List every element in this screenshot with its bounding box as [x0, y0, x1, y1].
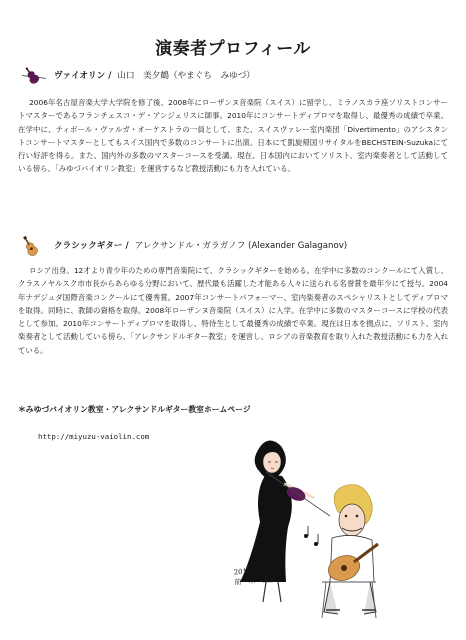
violin-performer-bio: 2006年名古屋音楽大学大学院を修了後、2008年にローザンヌ音楽院（スイス）に留学し、ミラノスカラ座ソリストコンサートマスターであるフランチェスコ・デ・アンジェリスに師事。2010年にコンサートディプロマを取得し、最優秀の成績で卒業。在学中に、ティボール・ヴァルガ・オーケストラの一員として、また、スイスヴァレー室内楽団「Divertimento」のアシスタントコンサートマスターとしてもスイス国内で多数のコンサートに出演。日本にて凱旋帰国リサイタルをBECHSTEIN-Suzukaにて行い好評を得る。また、国内外の多数のマスターコースを受講。現在、日本国内においてソリスト、室内楽奏者として活動して いる傍ら、「みゆづバイオリン教室」を運営するなど教授活動にも力を入れている。 [18, 98, 456, 174]
violin-icon [22, 64, 48, 86]
performer-reading: （やまぐち みゆづ） [168, 71, 255, 81]
guitar-performer-bio: ロシア出身。12才より青少年のための専門音楽院にて、クラシックギターを始める。在学中に多数のコンクールにて入賞し、クラスノヤルスク市市長からあらゆる分野において、歴代最も活躍した才能ある人々に送られる名誉賞を最年少にて授与。2004年ナデジュダ国際音楽コンクールにて優秀賞。2007年コンサートパフォーマー、室内楽奏者のスペシャリストとしてディプロマを取得。同時に、教師の資格を取得。2008年ローザンヌ音楽院（スイス）に入学。在学中に多数のマスターコースに学校の代表として参加。2010年コンサートディプロマを取得し、特待生として最優秀の成績で卒業。現在は日本を拠点に、ソリスト、室内楽奏者として活動している傍ら、「アレクサンドルギター教室」を運営し、ロシアの音楽教育を取り入れた教授活動にも力を入れている。 [18, 266, 448, 355]
guitar-performer-header [22, 234, 347, 256]
performers-illustration [226, 432, 386, 632]
performer-name: 山口 美夕鶴 [117, 71, 169, 81]
signature-date: 2012 7.28 [233, 565, 275, 577]
performer-name: アレクサンドル・ガラガノフ (Alexander Galaganov) [134, 241, 348, 251]
illustration-signature [233, 565, 276, 588]
music-notes [304, 526, 318, 546]
page-title: 演奏者プロフィール [155, 39, 311, 59]
signature-name: 前 木 富霊 [234, 575, 277, 587]
homepage-heading: ＊みゆづバイオリン教室・アレクサンドルギター教室ホームページ [18, 405, 251, 414]
guitar-icon [22, 234, 48, 256]
homepage-url[interactable]: http://miyuzu-vaiolin.com [38, 432, 150, 441]
instrument-label: クラシックギター / [54, 241, 129, 251]
instrument-label: ヴァイオリン / [54, 71, 112, 81]
guitarist-figure [324, 485, 378, 615]
violin-performer-header [22, 64, 255, 86]
